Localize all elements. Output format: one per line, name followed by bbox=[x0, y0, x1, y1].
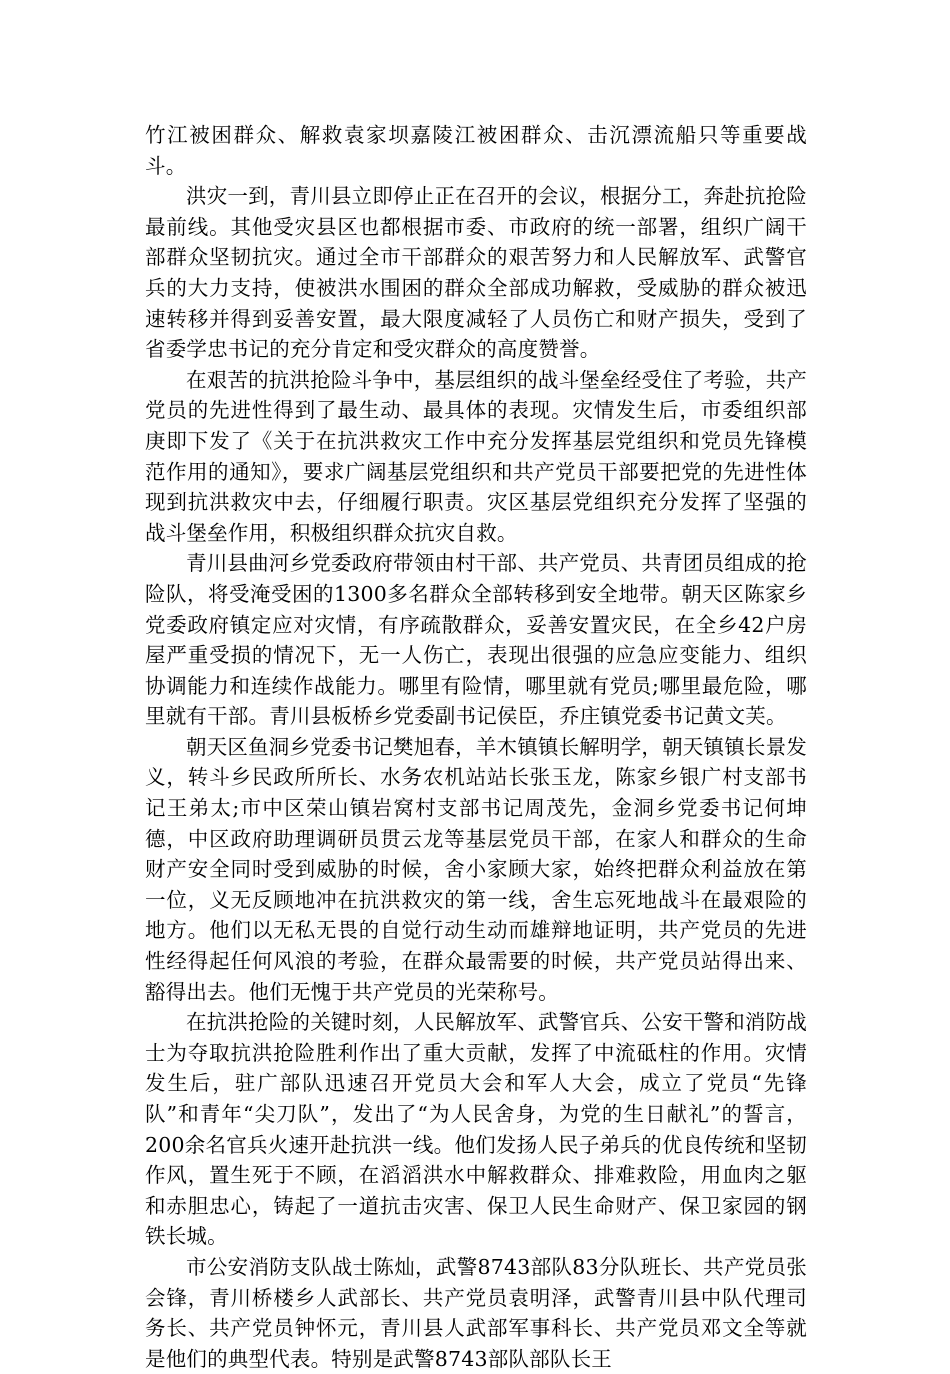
paragraph-continuation: 竹江被困群众、解救袁家坝嘉陵江被困群众、击沉漂流船只等重要战斗。 bbox=[145, 123, 807, 178]
paragraph-grassroots-organizations: 在艰苦的抗洪抢险斗争中，基层组织的战斗堡垒经受住了考验，共产党员的先进性得到了最生动、最具体的表现。灾情发生后，市委组织部庚即下发了《关于在抗洪救灾工作中充分发挥基层党组织和党员先锋模范作用的通知》，要求广阔基层党组织和共产党员干部要把党的先进性体现到抗洪救灾中去，仔细履行职责。灾区基层党组织充分发挥了坚强的战斗堡垒作用，积极组织群众抗灾自救。 bbox=[145, 367, 807, 545]
paragraph-party-cadres: 朝天区鱼洞乡党委书记樊旭春，羊木镇镇长解明学，朝天镇镇长景发义，转斗乡民政所所长、水务农机站站长张玉龙，陈家乡银广村支部书记王弟太;市中区荣山镇岩窝村支部书记周茂先，金洞乡党委书记何坤德，中区政府助理调研员贯云龙等基层党员干部，在家人和群众的生命财产安全同时受到威胁的时候，舍小家顾大家，始终把群众利益放在第一位，义无反顾地冲在抗洪救灾的第一线，舍生忘死地战斗在最艰险的地方。他们以无私无畏的自觉行动生动而雄辩地证明，共产党员的先进性经得起任何风浪的考验，在群众最需要的时候，共产党员站得出来、豁得出去。他们无愧于共产党员的光荣称号。 bbox=[145, 734, 807, 1004]
paragraph-armed-forces: 在抗洪抢险的关键时刻，人民解放军、武警官兵、公安干警和消防战士为夺取抗洪抢险胜利作出了重大贡献，发挥了中流砥柱的作用。灾情发生后，驻广部队迅速召开党员大会和军人大会，成立了党员“先锋队”和青年“尖刀队”，发出了“为人民舍身，为党的生日献礼”的誓言，200余名官兵火速开赴抗洪一线。他们发扬人民子弟兵的优良传统和坚韧作风，置生死于不顾，在滔滔洪水中解救群众、排难救险，用血肉之躯和赤胆忠心，铸起了一道抗击灾害、保卫人民生命财产、保卫家园的钢铁长城。 bbox=[145, 1010, 807, 1249]
paragraph-qingchuan-quhe: 青川县曲河乡党委政府带领由村干部、共产党员、共青团员组成的抢险队，将受淹受困的1300多名群众全部转移到安全地带。朝天区陈家乡党委政府镇定应对灾情，有序疏散群众，妥善安置灾民，在全乡42户房屋严重受损的情况下，无一人伤亡，表现出很强的应急应变能力、组织协调能力和连续作战能力。哪里有险情，哪里就有党员;哪里最危险，哪里就有干部。青川县板桥乡党委副书记侯臣，乔庄镇党委书记黄文芙。 bbox=[145, 551, 807, 729]
paragraph-flood-response: 洪灾一到，青川县立即停止正在召开的会议，根据分工，奔赴抗抢险最前线。其他受灾县区也都根据市委、市政府的统一部署，组织广阔干部群众坚韧抗灾。通过全市干部群众的艰苦努力和人民解放军、武警官兵的大力支持，使被洪水围困的群众全部成功解救，受威胁的群众被迅速转移并得到妥善安置，最大限度减轻了人员伤亡和财产损失，受到了省委学忠书记的充分肯定和受灾群众的高度赞誉。 bbox=[145, 184, 807, 362]
document-body bbox=[145, 120, 807, 1374]
paragraph-typical-representatives: 市公安消防支队战士陈灿，武警8743部队83分队班长、共产党员张会锋，青川桥楼乡人武部长、共产党员袁明泽，武警青川县中队代理司务长、共产党员钟怀元，青川县人武部军事科长、共产党员邓文全等就是他们的典型代表。特别是武警8743部队部队长王 bbox=[145, 1254, 807, 1371]
